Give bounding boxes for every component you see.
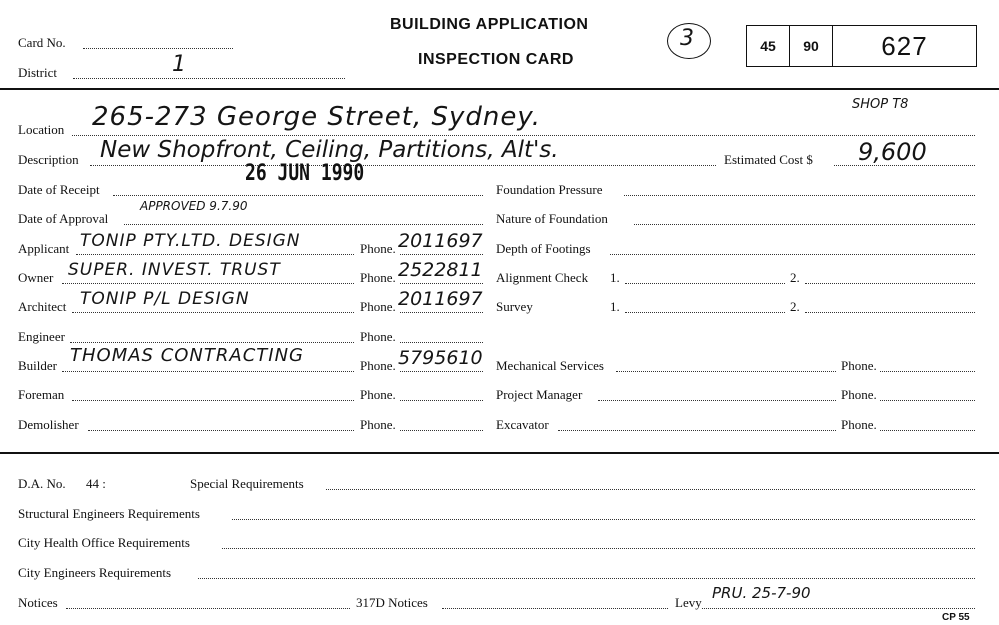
estimated-cost-label: Estimated Cost $: [724, 152, 813, 167]
circled-number-value: 3: [680, 26, 694, 51]
foreman-phone-field[interactable]: [400, 400, 483, 401]
health-field[interactable]: [222, 548, 975, 549]
da-label: D.A. No.: [18, 476, 66, 491]
special-requirements-label: Special Requirements: [190, 476, 304, 491]
depth-footings-label: Depth of Footings: [496, 241, 591, 256]
reference-box: [746, 25, 977, 67]
district-label: District: [18, 65, 57, 80]
approval-value: APPROVED 9.7.90: [140, 199, 248, 213]
location-note: SHOP T8: [852, 97, 909, 112]
receipt-field[interactable]: [113, 195, 483, 196]
city-engineers-label: City Engineers Requirements: [18, 565, 172, 580]
builder-label: Builder: [18, 358, 57, 373]
nature-foundation-label: Nature of Foundation: [496, 211, 608, 226]
location-value: 265-273 George Street, Sydney.: [92, 102, 542, 132]
engineer-label: Engineer: [18, 329, 65, 344]
applicant-phone: 2011697: [398, 230, 483, 252]
survey-num1: 1.: [610, 299, 620, 314]
project-manager-label: Project Manager: [496, 387, 583, 402]
nature-foundation-field[interactable]: [634, 224, 975, 225]
receipt-label: Date of Receipt: [18, 182, 100, 197]
location-label: Location: [18, 122, 65, 137]
builder-phone-label: Phone.: [360, 358, 396, 373]
mechanical-phone-field[interactable]: [880, 371, 975, 372]
survey-field-1[interactable]: [625, 312, 785, 313]
levy-value: PRU. 25-7-90: [712, 584, 811, 602]
alignment-label: Alignment Check: [496, 270, 589, 285]
owner-phone-field[interactable]: [400, 283, 483, 284]
architect-phone-label: Phone.: [360, 299, 396, 314]
foundation-pressure-field[interactable]: [624, 195, 975, 196]
demolisher-phone-label: Phone.: [360, 417, 396, 432]
box-number: 627: [881, 30, 928, 61]
architect-label: Architect: [18, 299, 67, 314]
foreman-field[interactable]: [72, 400, 354, 401]
structural-field[interactable]: [232, 519, 975, 520]
form-code: CP 55: [942, 612, 970, 623]
mechanical-phone-label: Phone.: [841, 358, 877, 373]
notices-317d-field[interactable]: [442, 608, 668, 609]
alignment-num2: 2.: [790, 270, 800, 285]
circled-number: [667, 23, 711, 59]
box-cell-1: 45: [747, 26, 790, 66]
description-label: Description: [18, 152, 79, 167]
engineer-phone-field[interactable]: [400, 342, 483, 343]
foreman-label: Foreman: [18, 387, 65, 402]
health-label: City Health Office Requirements: [18, 535, 190, 550]
alignment-field-1[interactable]: [625, 283, 785, 284]
engineer-field[interactable]: [70, 342, 354, 343]
demolisher-phone-field[interactable]: [400, 430, 483, 431]
excavator-phone-field[interactable]: [880, 430, 975, 431]
box-cell-2: 90: [790, 26, 833, 66]
approval-label: Date of Approval: [18, 211, 109, 226]
architect-phone-field[interactable]: [400, 312, 483, 313]
mechanical-field[interactable]: [616, 371, 836, 372]
card-no-field[interactable]: [83, 48, 233, 49]
receipt-stamp: 26 JUN 1990: [245, 160, 365, 187]
excavator-field[interactable]: [558, 430, 836, 431]
excavator-label: Excavator: [496, 417, 549, 432]
alignment-num1: 1.: [610, 270, 620, 285]
description-value: New Shopfront, Ceiling, Partitions, Alt's.: [100, 137, 559, 163]
architect-phone: 2011697: [398, 288, 483, 310]
approval-field[interactable]: [124, 224, 483, 225]
owner-label: Owner: [18, 270, 54, 285]
applicant-field[interactable]: [76, 254, 354, 255]
structural-label: Structural Engineers Requirements: [18, 506, 200, 521]
survey-field-2[interactable]: [805, 312, 975, 313]
notices-field[interactable]: [66, 608, 350, 609]
applicant-phone-label: Phone.: [360, 241, 396, 256]
da-value: 44 :: [86, 476, 106, 491]
mechanical-label: Mechanical Services: [496, 358, 604, 373]
levy-field[interactable]: [702, 608, 975, 609]
owner-field[interactable]: [62, 283, 354, 284]
applicant-label: Applicant: [18, 241, 70, 256]
notices-317d-label: 317D Notices: [356, 595, 428, 610]
foundation-pressure-label: Foundation Pressure: [496, 182, 603, 197]
project-manager-phone-label: Phone.: [841, 387, 877, 402]
depth-footings-field[interactable]: [610, 254, 975, 255]
estimated-cost-value: 9,600: [858, 138, 927, 166]
owner-phone-label: Phone.: [360, 270, 396, 285]
city-engineers-field[interactable]: [198, 578, 975, 579]
district-value: 1: [172, 52, 186, 77]
survey-label: Survey: [496, 299, 533, 314]
foreman-phone-label: Phone.: [360, 387, 396, 402]
architect-value: TONIP P/L DESIGN: [80, 289, 250, 309]
form-title-line2: INSPECTION CARD: [418, 51, 574, 68]
demolisher-field[interactable]: [88, 430, 354, 431]
notices-label: Notices: [18, 595, 58, 610]
levy-label: Levy: [675, 595, 702, 610]
excavator-phone-label: Phone.: [841, 417, 877, 432]
applicant-value: TONIP PTY.LTD. DESIGN: [80, 231, 301, 251]
demolisher-label: Demolisher: [18, 417, 79, 432]
owner-value: SUPER. INVEST. TRUST: [68, 260, 281, 280]
special-requirements-field[interactable]: [326, 489, 975, 490]
builder-phone-field[interactable]: [400, 371, 483, 372]
location-field[interactable]: [72, 135, 975, 136]
owner-phone: 2522811: [398, 259, 483, 281]
builder-phone: 5795610: [398, 347, 483, 369]
architect-field[interactable]: [72, 312, 354, 313]
alignment-field-2[interactable]: [805, 283, 975, 284]
applicant-phone-field[interactable]: [400, 254, 483, 255]
main-divider: [0, 452, 999, 454]
project-manager-field[interactable]: [598, 400, 836, 401]
builder-field[interactable]: [62, 371, 354, 372]
description-field[interactable]: [90, 165, 716, 166]
project-manager-phone-field[interactable]: [880, 400, 975, 401]
district-field[interactable]: [73, 78, 345, 79]
engineer-phone-label: Phone.: [360, 329, 396, 344]
survey-num2: 2.: [790, 299, 800, 314]
builder-value: THOMAS CONTRACTING: [70, 345, 304, 366]
form-title-line1: BUILDING APPLICATION: [390, 16, 589, 33]
card-no-label: Card No.: [18, 35, 66, 50]
header-divider: [0, 88, 999, 90]
